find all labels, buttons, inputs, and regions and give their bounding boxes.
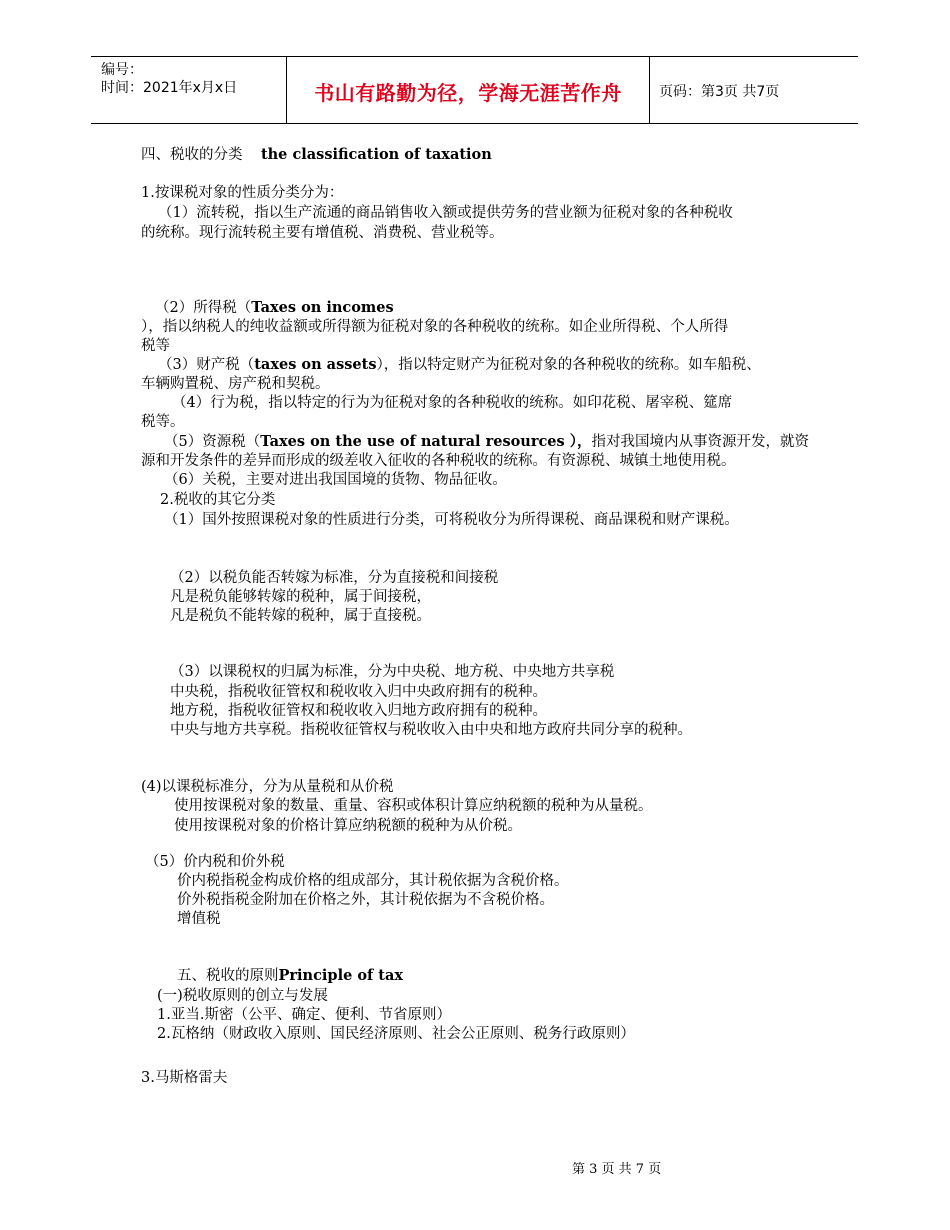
section5-title: [177, 967, 403, 985]
page-footer: 第 3 页 共 7 页: [572, 1162, 662, 1177]
section5-title-en: Principle of tax: [278, 967, 404, 984]
item1-5-line1: [164, 433, 809, 451]
item2-4-a: 使用按课税对象的数量、重量、容积或体积计算应纳税额的税种为从量税。: [174, 798, 653, 814]
item2-5-c: 增值税: [177, 911, 221, 927]
section5-item1: 1.亚当.斯密（公平、确定、便利、节省原则）: [157, 1007, 451, 1023]
item1-3-prefix: （3）财产税（: [158, 357, 255, 373]
item2-2-b: 凡是税负不能转嫁的税种，属于直接税。: [170, 608, 431, 624]
item1-5-en: Taxes on the use of natural resources ），: [260, 433, 592, 450]
document-number-label: 编号：: [101, 62, 143, 78]
item1-1-line2: 的统称。现行流转税主要有增值税、消费税、营业税等。: [141, 225, 504, 241]
section4-title-cn: 四、税收的分类: [141, 147, 243, 163]
document-time-label: 时间：2021年x月x日: [101, 80, 238, 96]
item1-2-en: Taxes on incomes: [251, 299, 394, 316]
section4-title: [141, 146, 492, 164]
item2-3-a: 中央税，指税收征管权和税收收入归中央政府拥有的税种。: [170, 684, 547, 700]
item1-6: （6）关税，主要对进出我国国境的货物、物品征收。: [164, 472, 507, 488]
item1-2-line2: ），指以纳税人的纯收益额或所得额为征税对象的各种税收的统称。如企业所得税、个人所得: [141, 319, 729, 335]
header-motto: 书山有路勤为径，学海无涯苦作舟: [314, 81, 622, 105]
item1-2-line3: 税等: [141, 338, 170, 354]
item2-3-b: 地方税，指税收征管权和税收收入归地方政府拥有的税种。: [170, 703, 547, 719]
item1-title: 1.按课税对象的性质分类分为：: [141, 185, 344, 201]
item2-5-title: （5）价内税和价外税: [145, 854, 285, 870]
item2-4-b: 使用按课税对象的价格计算应纳税额的税种为从价税。: [174, 818, 522, 834]
item2-1: （1）国外按照课税对象的性质进行分类，可将税收分为所得课税、商品课税和财产课税。: [164, 512, 739, 528]
section4-title-en: the classification of taxation: [260, 146, 492, 163]
item1-3-rest: ），指以特定财产为征税对象的各种税收的统称。如车船税、: [376, 357, 761, 373]
item1-3-line1: [158, 356, 761, 374]
item1-1-line1: （1）流转税，指以生产流通的商品销售收入额或提供劳务的营业额为征税对象的各种税收: [158, 205, 733, 221]
item1-2-line1: [155, 299, 394, 317]
section5-title-cn: 五、税收的原则: [177, 968, 279, 984]
section5-item3: 3.马斯格雷夫: [141, 1070, 228, 1086]
item1-3-en: taxes on assets: [254, 356, 377, 373]
item2-title: 2.税收的其它分类: [160, 492, 276, 508]
item1-3-line2: 车辆购置税、房产税和契税。: [141, 376, 330, 392]
header-divider: [649, 57, 650, 123]
item2-4-title: (4)以课税标准分，分为从量税和从价税: [141, 779, 394, 795]
item1-5-rest: 指对我国境内从事资源开发，就资: [591, 434, 809, 450]
item1-2-prefix: （2）所得税（: [155, 300, 252, 316]
item2-3-title: （3）以课税权的归属为标准，分为中央税、地方税、中央地方共享税: [170, 664, 615, 680]
item1-4-line2: 税等。: [141, 414, 185, 430]
item2-2-title: （2）以税负能否转嫁为标准，分为直接税和间接税: [170, 570, 499, 586]
item1-5-line2: 源和开发条件的差异而形成的级差收入征收的各种税收的统称。有资源税、城镇土地使用税。: [141, 453, 736, 469]
item2-3-c: 中央与地方共享税。指税收征管权与税收收入由中央和地方政府共同分享的税种。: [170, 722, 692, 738]
section5-item2: 2.瓦格纳（财政收入原则、国民经济原则、社会公正原则、税务行政原则）: [157, 1026, 635, 1042]
header-page-info: 页码：第3页 共7页: [659, 84, 780, 100]
item2-5-a: 价内税指税金构成价格的组成部分，其计税依据为含税价格。: [177, 873, 569, 889]
page-header: [91, 56, 858, 124]
item1-4-line1: （4）行为税，指以特定的行为为征税对象的各种税收的统称。如印花税、屠宰税、筵席: [172, 395, 733, 411]
section5-sub1: (一)税收原则的创立与发展: [157, 988, 328, 1004]
item2-5-b: 价外税指税金附加在价格之外，其计税依据为不含税价格。: [177, 892, 554, 908]
item1-5-prefix: （5）资源税（: [164, 434, 261, 450]
header-meta: [101, 61, 237, 97]
item2-2-a: 凡是税负能够转嫁的税种，属于间接税，: [170, 589, 431, 605]
